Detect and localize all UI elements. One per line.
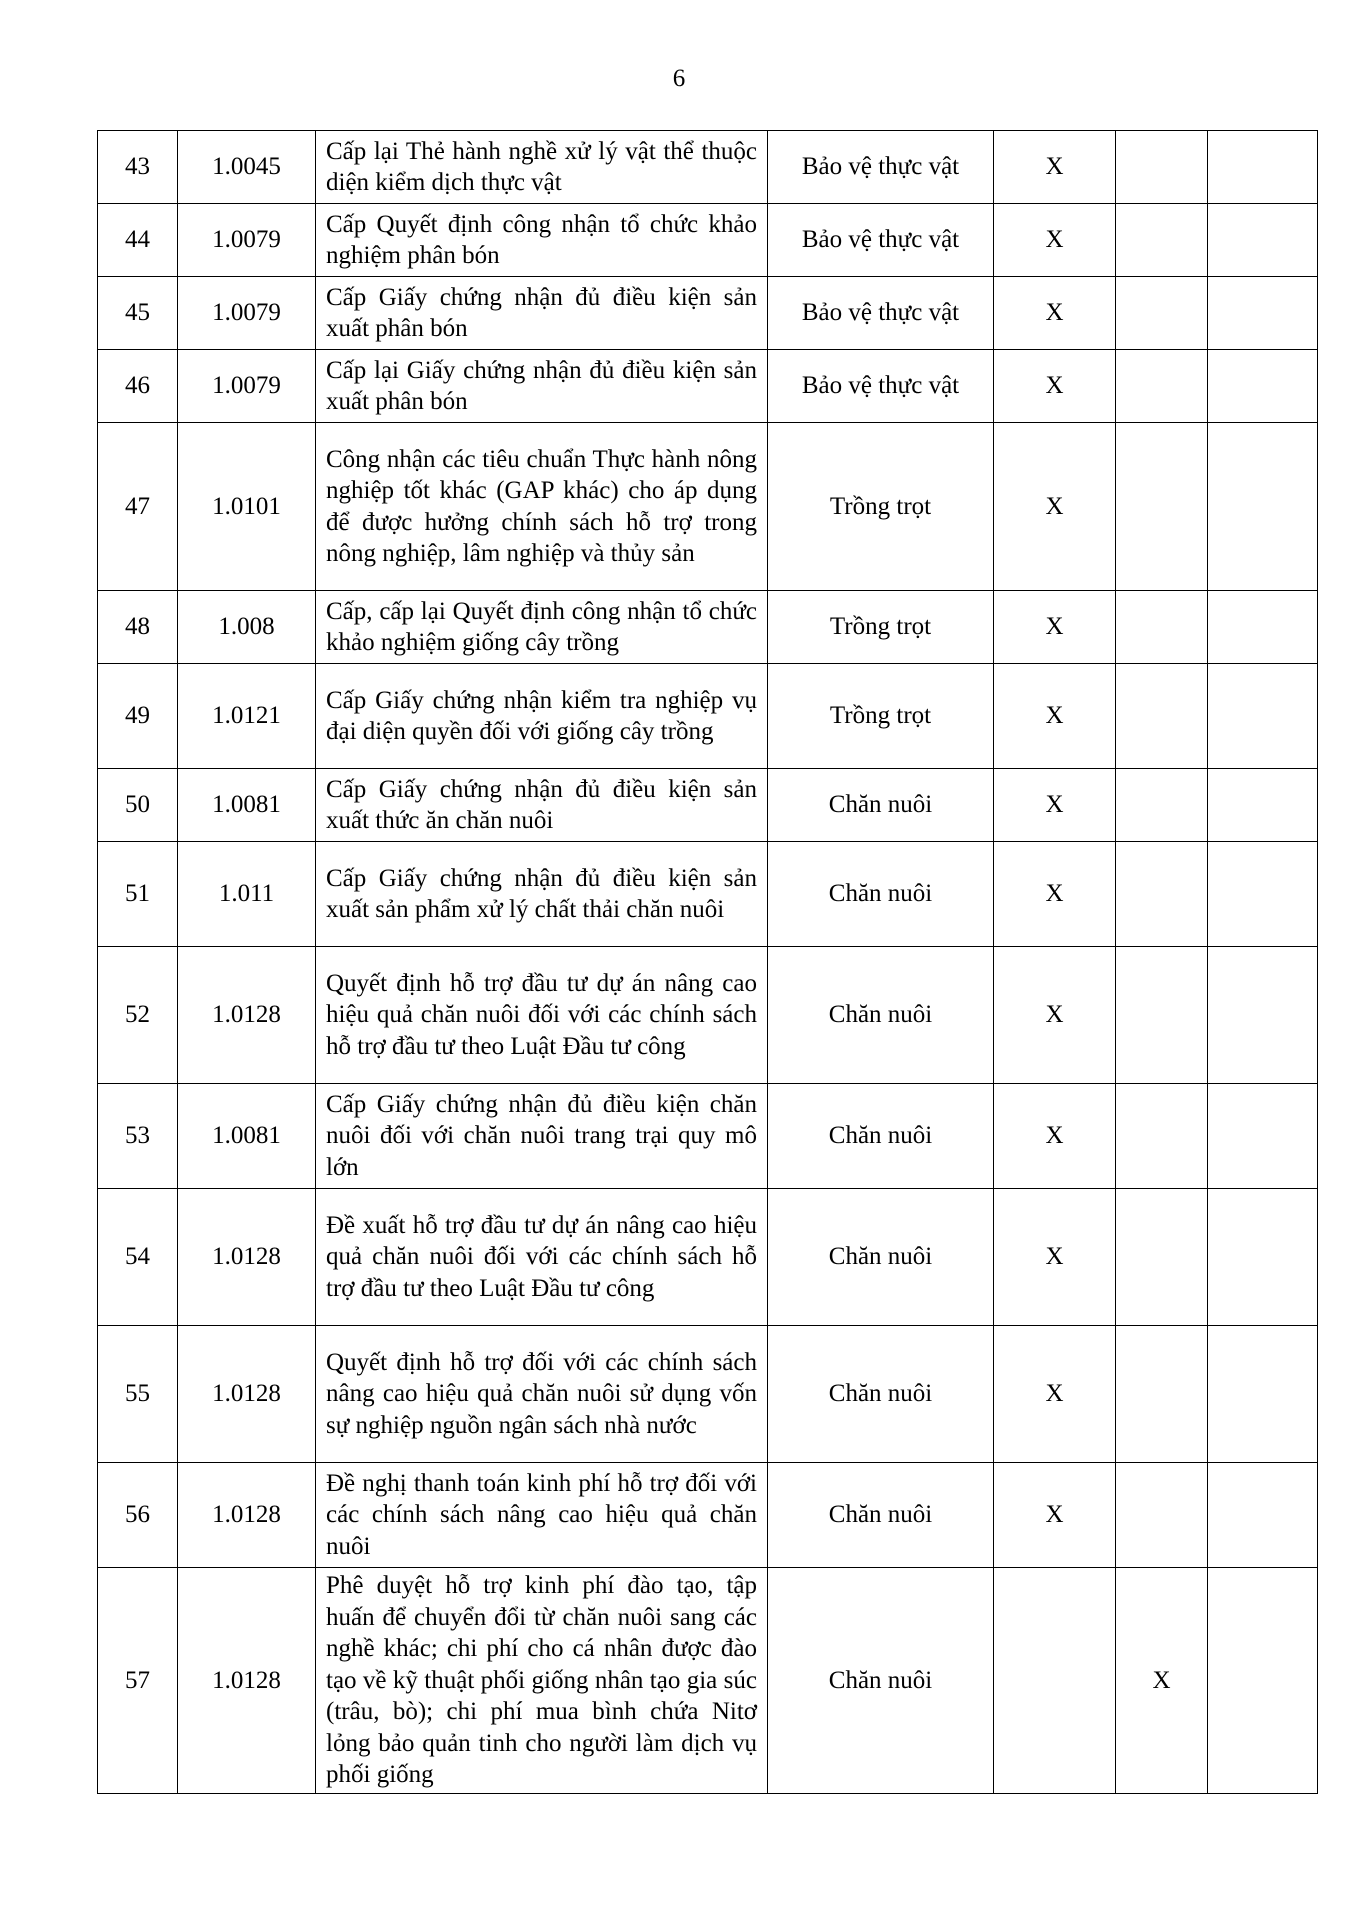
procedure-name — [316, 664, 768, 769]
mark-column-3 — [1208, 1084, 1318, 1189]
mark-column-2 — [1116, 1189, 1208, 1326]
procedure-name-text: Công nhận các tiêu chuẩn Thực hành nông nghiệp tốt khác (GAP khác) cho áp dụng để được hưởng chính sách hỗ trợ trong nông nghiệp, lâm nghiệp và thủy sản — [326, 445, 757, 567]
mark-column-3 — [1208, 842, 1318, 947]
procedure-name-text: Quyết định hỗ trợ đầu tư dự án nâng cao hiệu quả chăn nuôi đối với các chính sách hỗ trợ đầu tư theo Luật Đầu tư công — [326, 969, 757, 1060]
procedure-code: 1.0128 — [178, 1463, 316, 1568]
mark-column-1: X — [994, 842, 1116, 947]
procedure-code: 1.0101 — [178, 423, 316, 591]
mark-column-3 — [1208, 131, 1318, 204]
procedure-field: Trồng trọt — [768, 591, 994, 664]
procedure-name — [316, 1189, 768, 1326]
mark-column-2 — [1116, 1463, 1208, 1568]
procedure-code: 1.0081 — [178, 769, 316, 842]
mark-column-3 — [1208, 1326, 1318, 1463]
procedure-field: Chăn nuôi — [768, 842, 994, 947]
table-row — [98, 204, 1318, 277]
row-number: 55 — [98, 1326, 178, 1463]
procedure-code: 1.0045 — [178, 131, 316, 204]
procedure-name — [316, 204, 768, 277]
table-body — [98, 131, 1318, 1794]
procedure-name — [316, 131, 768, 204]
procedure-name-text: Cấp Giấy chứng nhận đủ điều kiện sản xuất thức ăn chăn nuôi — [326, 775, 757, 834]
mark-column-2 — [1116, 131, 1208, 204]
procedure-field: Bảo vệ thực vật — [768, 350, 994, 423]
procedure-name-text: Cấp Giấy chứng nhận đủ điều kiện sản xuất phân bón — [326, 283, 757, 342]
mark-column-2 — [1116, 204, 1208, 277]
mark-column-1: X — [994, 591, 1116, 664]
mark-column-2 — [1116, 1326, 1208, 1463]
procedure-name — [316, 277, 768, 350]
mark-column-3 — [1208, 423, 1318, 591]
table-row — [98, 423, 1318, 591]
procedure-name-text: Đề xuất hỗ trợ đầu tư dự án nâng cao hiệu quả chăn nuôi đối với các chính sách hỗ trợ đầu tư theo Luật Đầu tư công — [326, 1211, 757, 1302]
procedure-code: 1.0128 — [178, 947, 316, 1084]
procedure-name — [316, 591, 768, 664]
mark-column-3 — [1208, 277, 1318, 350]
table-row — [98, 842, 1318, 947]
table-row — [98, 947, 1318, 1084]
procedure-field: Chăn nuôi — [768, 1326, 994, 1463]
procedure-field: Bảo vệ thực vật — [768, 277, 994, 350]
mark-column-2 — [1116, 947, 1208, 1084]
page-number: 6 — [672, 65, 686, 92]
procedure-name-text: Cấp lại Giấy chứng nhận đủ điều kiện sản xuất phân bón — [326, 356, 757, 415]
procedure-field: Chăn nuôi — [768, 1189, 994, 1326]
procedure-name — [316, 1568, 768, 1794]
procedure-name-text: Phê duyệt hỗ trợ kinh phí đào tạo, tập huấn để chuyển đổi từ chăn nuôi sang các nghề khác; chi phí cho cá nhân được đào tạo về kỹ thuật phối giống nhân tạo gia súc (trâu, bò); chi phí mua bình chứa Nitơ lỏng bảo quản tinh cho người làm dịch vụ phối giống — [326, 1572, 757, 1789]
mark-column-1: X — [994, 947, 1116, 1084]
procedure-name — [316, 350, 768, 423]
procedure-name — [316, 1326, 768, 1463]
table-row — [98, 1326, 1318, 1463]
procedures-table — [97, 130, 1318, 1794]
mark-column-2 — [1116, 769, 1208, 842]
procedure-code: 1.0081 — [178, 1084, 316, 1189]
procedure-name — [316, 1084, 768, 1189]
mark-column-2 — [1116, 277, 1208, 350]
row-number: 56 — [98, 1463, 178, 1568]
procedure-code: 1.011 — [178, 842, 316, 947]
mark-column-1: X — [994, 423, 1116, 591]
row-number: 48 — [98, 591, 178, 664]
table-row — [98, 1463, 1318, 1568]
table-row — [98, 1084, 1318, 1189]
mark-column-1: X — [994, 204, 1116, 277]
mark-column-1: X — [994, 664, 1116, 769]
procedure-field: Chăn nuôi — [768, 1568, 994, 1794]
procedure-code: 1.0079 — [178, 204, 316, 277]
mark-column-1: X — [994, 131, 1116, 204]
procedure-field: Chăn nuôi — [768, 769, 994, 842]
mark-column-2 — [1116, 591, 1208, 664]
mark-column-2 — [1116, 1084, 1208, 1189]
mark-column-3 — [1208, 591, 1318, 664]
procedure-name-text: Đề nghị thanh toán kinh phí hỗ trợ đối với các chính sách nâng cao hiệu quả chăn nuôi — [326, 1469, 757, 1560]
procedure-code: 1.0128 — [178, 1189, 316, 1326]
table-row — [98, 350, 1318, 423]
mark-column-3 — [1208, 204, 1318, 277]
procedure-code: 1.0121 — [178, 664, 316, 769]
mark-column-3 — [1208, 664, 1318, 769]
mark-column-2 — [1116, 664, 1208, 769]
procedure-name-text: Cấp, cấp lại Quyết định công nhận tổ chức khảo nghiệm giống cây trồng — [326, 597, 757, 656]
mark-column-1: X — [994, 769, 1116, 842]
row-number: 57 — [98, 1568, 178, 1794]
row-number: 43 — [98, 131, 178, 204]
row-number: 54 — [98, 1189, 178, 1326]
table-row — [98, 591, 1318, 664]
mark-column-1: X — [994, 1189, 1116, 1326]
table-row — [98, 131, 1318, 204]
procedure-field: Trồng trọt — [768, 423, 994, 591]
row-number: 49 — [98, 664, 178, 769]
procedure-name-text: Cấp lại Thẻ hành nghề xử lý vật thể thuộc diện kiểm dịch thực vật — [326, 137, 757, 196]
row-number: 47 — [98, 423, 178, 591]
mark-column-2 — [1116, 842, 1208, 947]
mark-column-1: X — [994, 1463, 1116, 1568]
procedure-code: 1.0128 — [178, 1568, 316, 1794]
table-row — [98, 664, 1318, 769]
procedure-field: Trồng trọt — [768, 664, 994, 769]
procedure-field: Bảo vệ thực vật — [768, 204, 994, 277]
procedure-code: 1.0079 — [178, 277, 316, 350]
procedure-name-text: Quyết định hỗ trợ đối với các chính sách nâng cao hiệu quả chăn nuôi sử dụng vốn sự nghiệp nguồn ngân sách nhà nước — [326, 1348, 757, 1439]
procedure-name — [316, 423, 768, 591]
mark-column-1: X — [994, 277, 1116, 350]
mark-column-2 — [1116, 423, 1208, 591]
procedure-name — [316, 947, 768, 1084]
mark-column-1: X — [994, 1326, 1116, 1463]
mark-column-1 — [994, 1568, 1116, 1794]
table-row — [98, 769, 1318, 842]
procedure-name — [316, 842, 768, 947]
procedure-code: 1.0079 — [178, 350, 316, 423]
procedure-name — [316, 769, 768, 842]
procedure-field: Bảo vệ thực vật — [768, 131, 994, 204]
mark-column-3 — [1208, 947, 1318, 1084]
procedure-name-text: Cấp Quyết định công nhận tổ chức khảo nghiệm phân bón — [326, 210, 757, 269]
table-row — [98, 277, 1318, 350]
mark-column-3 — [1208, 1463, 1318, 1568]
procedure-name-text: Cấp Giấy chứng nhận đủ điều kiện sản xuất sản phẩm xử lý chất thải chăn nuôi — [326, 864, 757, 923]
row-number: 50 — [98, 769, 178, 842]
row-number: 44 — [98, 204, 178, 277]
mark-column-3 — [1208, 1189, 1318, 1326]
mark-column-2 — [1116, 350, 1208, 423]
table-row — [98, 1568, 1318, 1794]
row-number: 46 — [98, 350, 178, 423]
procedure-field: Chăn nuôi — [768, 947, 994, 1084]
mark-column-1: X — [994, 1084, 1116, 1189]
row-number: 53 — [98, 1084, 178, 1189]
procedure-code: 1.0128 — [178, 1326, 316, 1463]
row-number: 45 — [98, 277, 178, 350]
mark-column-3 — [1208, 350, 1318, 423]
mark-column-2: X — [1116, 1568, 1208, 1794]
mark-column-3 — [1208, 769, 1318, 842]
procedure-name — [316, 1463, 768, 1568]
mark-column-1: X — [994, 350, 1116, 423]
procedure-code: 1.008 — [178, 591, 316, 664]
row-number: 52 — [98, 947, 178, 1084]
procedure-name-text: Cấp Giấy chứng nhận đủ điều kiện chăn nuôi đối với chăn nuôi trang trại quy mô lớn — [326, 1090, 757, 1181]
mark-column-3 — [1208, 1568, 1318, 1794]
procedure-field: Chăn nuôi — [768, 1463, 994, 1568]
procedure-name-text: Cấp Giấy chứng nhận kiểm tra nghiệp vụ đại diện quyền đối với giống cây trồng — [326, 686, 757, 745]
table-row — [98, 1189, 1318, 1326]
procedure-field: Chăn nuôi — [768, 1084, 994, 1189]
row-number: 51 — [98, 842, 178, 947]
